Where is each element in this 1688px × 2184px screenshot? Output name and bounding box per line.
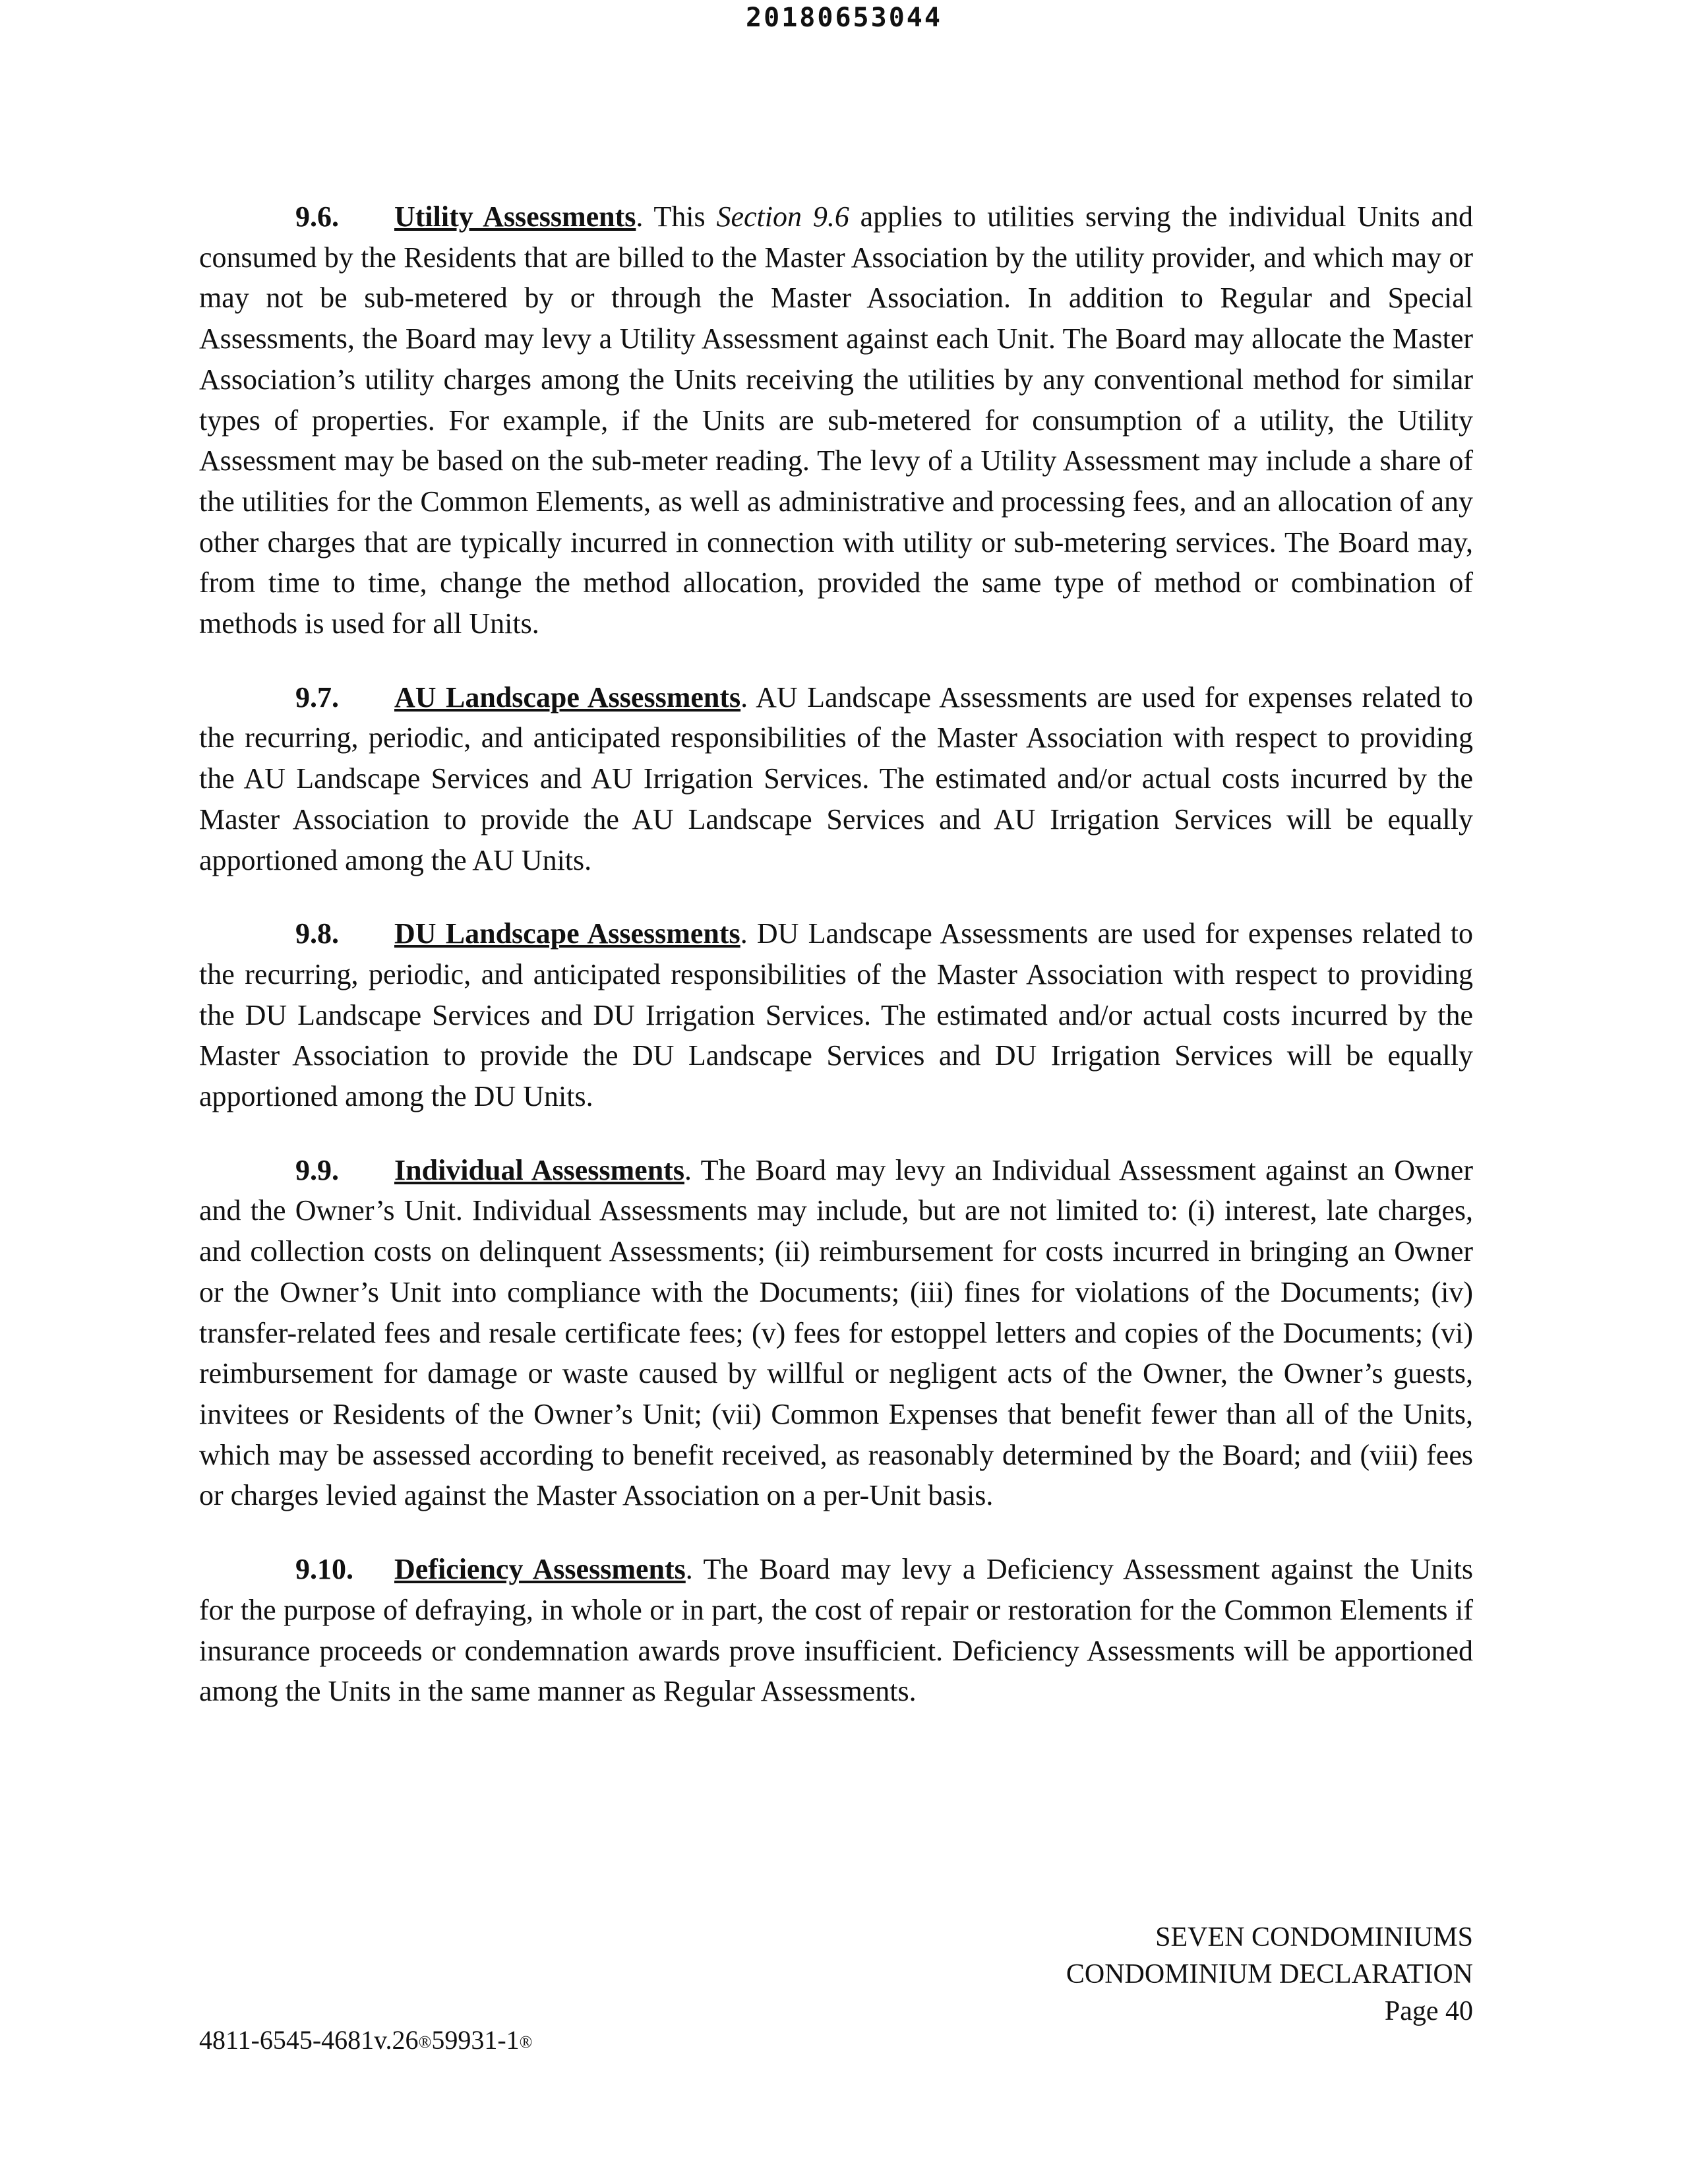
section-heading: DU Landscape Assessments (394, 917, 740, 950)
section-number: 9.9. (295, 1153, 339, 1186)
section-number: 9.6. (295, 200, 339, 233)
footer-document-title: CONDOMINIUM DECLARATION (1066, 1959, 1473, 1989)
page-footer (1066, 1919, 1473, 2030)
docref-id: 4811-6545-4681v.26 (199, 2025, 419, 2055)
section-9-8: 9.8. DU Landscape Assessments. DU Landscape Assessments are used for expenses related to the recurring, periodic, and anticipated responsibilities of the Master Association with respect to providing the DU Landscape Services and DU Irrigation Services. The estimated and/or actual costs incurred by the Master Association to provide the DU Landscape Services and DU Irrigation Services will be equally apportioned among the DU Units. (199, 913, 1473, 1117)
section-9-10: 9.10. Deficiency Assessments. The Board may levy a Deficiency Assessment against the Units for the purpose of defraying, in whole or in part, the cost of repair or restoration for the Common Elements if insurance proceeds or condemnation awards prove insufficient. Deficiency Assessments will be apportioned among the Units in the same manner as Regular Assessments. (199, 1549, 1473, 1712)
section-heading: Individual Assessments (394, 1153, 684, 1186)
registered-mark-icon: ® (418, 2032, 432, 2051)
section-heading: Utility Assessments (394, 200, 636, 233)
section-9-9: 9.9. Individual Assessments. The Board may levy an Individual Assessment against an Owner and the Owner’s Unit. Individual Assessments may include, but are not limited to: (i) interest, late charges, and collection costs on delinquent Assessments; (ii) reimbursement for costs incurred in bringing an Owner or the Owner’s Unit into compliance with the Documents; (iii) fines for violations of the Documents; (iv) transfer-related fees and resale certificate fees; (v) fees for estoppel letters and copies of the Documents; (vi) reimbursement for damage or waste caused by willful or negligent acts of the Owner, the Owner’s guests, invitees or Residents of the Owner’s Unit; (vii) Common Expenses that benefit fewer than all of the Units, which may be assessed according to benefit received, as reasonably determined by the Board; and (viii) fees or charges levied against the Master Association on a per-Unit basis. (199, 1150, 1473, 1516)
registered-mark-icon: ® (519, 2032, 533, 2051)
section-number: 9.10. (295, 1553, 353, 1586)
section-body: DU Landscape Assessments are used for expenses related to the recurring, periodic, and anticipated responsibilities of the Master Association with respect to providing the DU Landscape Services and DU Irrigation Services. The estimated and/or actual costs incurred by the Master Association to provide the DU Landscape Services and DU Irrigation Services will be equally apportioned among the DU Units. (199, 917, 1473, 1113)
section-number: 9.8. (295, 917, 339, 950)
docref-matter: 59931-1 (431, 2025, 520, 2055)
section-cite: Section 9.6 (716, 200, 849, 233)
section-9-7: 9.7. AU Landscape Assessments. AU Landscape Assessments are used for expenses related to the recurring, periodic, and anticipated responsibilities of the Master Association with respect to providing the AU Landscape Services and AU Irrigation Services. The estimated and/or actual costs incurred by the Master Association to provide the AU Landscape Services and AU Irrigation Services will be equally apportioned among the AU Units. (199, 677, 1473, 881)
document-reference (199, 2024, 532, 2055)
footer-project-name: SEVEN CONDOMINIUMS (1155, 1922, 1473, 1953)
section-heading: AU Landscape Assessments (394, 681, 741, 713)
section-9-6: 9.6. Utility Assessments. This Section 9.6 applies to utilities serving the individual Units and consumed by the Residents that are billed to the Master Association by the utility provider, and which may or may not be sub-metered by or through the Master Association. In addition to Regular and Special Assessments, the Board may levy a Utility Assessment against each Unit. The Board may allocate the Master Association’s utility charges among the Units receiving the utilities by any conventional method for similar types of properties. For example, if the Units are sub-metered for consumption of a utility, the Utility Assessment may be based on the sub-meter reading. The levy of a Utility Assessment may include a share of the utilities for the Common Elements, as well as administrative and processing fees, and an allocation of any other charges that are typically incurred in connection with utility or sub-metering services. The Board may, from time to time, change the method allocation, provided the same type of method or combination of methods is used for all Units. (199, 197, 1473, 644)
document-body (199, 197, 1473, 1745)
section-text: This (643, 200, 717, 233)
section-heading: Deficiency Assessments (394, 1553, 686, 1586)
section-number: 9.7. (295, 681, 339, 713)
section-body: The Board may levy an Individual Assessment against an Owner and the Owner’s Unit. Individual Assessments may include, but are not limited to: (i) interest, late charges, and collection costs on delinquent Assessments; (ii) reimbursement for costs incurred in bringing an Owner or the Owner’s Unit into compliance with the Documents; (iii) fines for violations of the Documents; (iv) transfer-related fees and resale certificate fees; (v) fees for estoppel letters and copies of the Documents; (vi) reimbursement for damage or waste caused by willful or negligent acts of the Owner, the Owner’s guests, invitees or Residents of the Owner’s Unit; (vii) Common Expenses that benefit fewer than all of the Units, which may be assessed according to benefit received, as reasonably determined by the Board; and (viii) fees or charges levied against the Master Association on a per-Unit basis. (199, 1153, 1473, 1512)
recording-number: 20180653044 (746, 3, 942, 33)
page-number: Page 40 (1384, 1996, 1473, 2026)
section-body: AU Landscape Assessments are used for expenses related to the recurring, periodic, and anticipated responsibilities of the Master Association with respect to providing the AU Landscape Services and AU Irrigation Services. The estimated and/or actual costs incurred by the Master Association to provide the AU Landscape Services and AU Irrigation Services will be equally apportioned among the AU Units. (199, 681, 1473, 876)
section-body: applies to utilities serving the individual Units and consumed by the Residents that are billed to the Master Association by the utility provider, and which may or may not be sub-metered by or through the Master Association. In addition to Regular and Special Assessments, the Board may levy a Utility Assessment against each Unit. The Board may allocate the Master Association’s utility charges among the Units receiving the utilities by any conventional method for similar types of properties. For example, if the Units are sub-metered for consumption of a utility, the Utility Assessment may be based on the sub-meter reading. The levy of a Utility Assessment may include a share of the utilities for the Common Elements, as well as administrative and processing fees, and an allocation of any other charges that are typically incurred in connection with utility or sub-metering services. The Board may, from time to time, change the method allocation, provided the same type of method or combination of methods is used for all Units. (199, 200, 1473, 640)
section-body: The Board may levy a Deficiency Assessment against the Units for the purpose of defraying, in whole or in part, the cost of repair or restoration for the Common Elements if insurance proceeds or condemnation awards prove insufficient. Deficiency Assessments will be apportioned among the Units in the same manner as Regular Assessments. (199, 1553, 1473, 1708)
